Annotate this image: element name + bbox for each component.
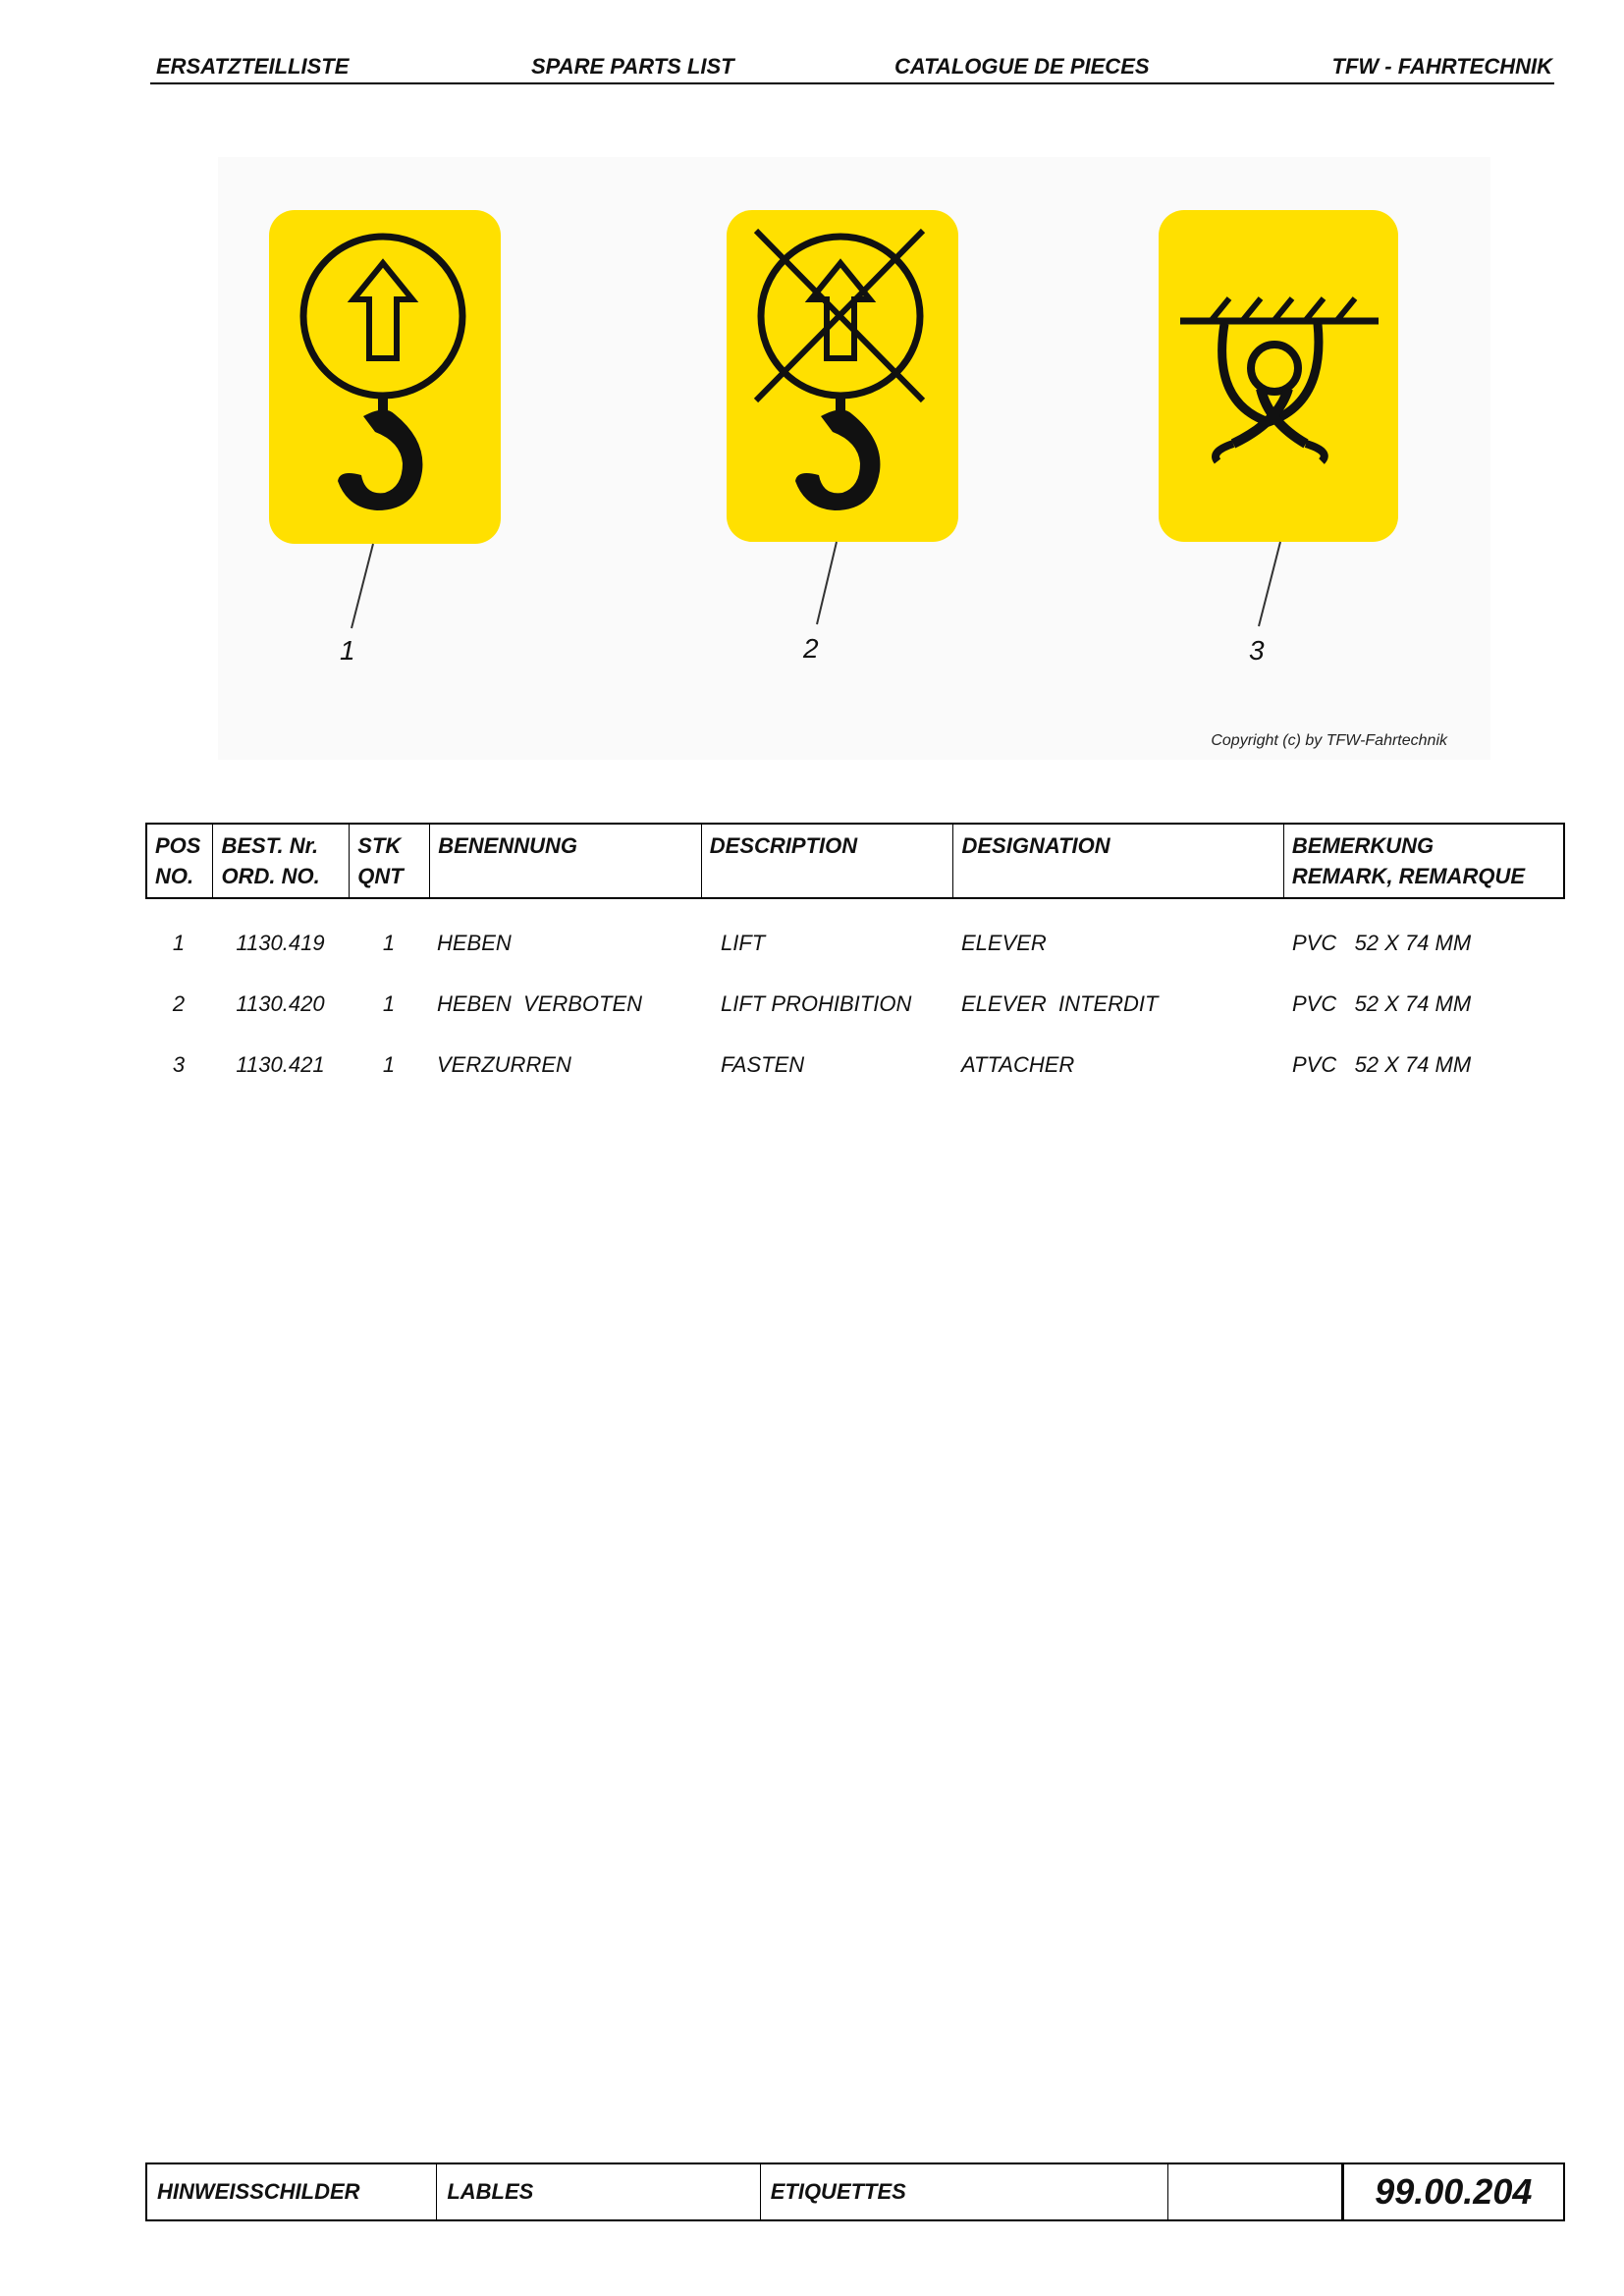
parts-table-body	[145, 913, 1565, 1095]
callout-3: 3	[1249, 635, 1265, 666]
cell-quantity: 1	[382, 991, 396, 1016]
header-title-fr: CATALOGUE DE PIECES	[894, 54, 1150, 79]
lift-hook-icon	[269, 210, 501, 544]
cell-remark: PVC 52 X 74 MM	[1292, 991, 1472, 1016]
footer-section-fr: ETIQUETTES	[760, 2163, 1167, 2220]
cell-pos: 2	[172, 991, 186, 1016]
no-lift-hook-icon	[727, 210, 958, 542]
header-brand: TFW - FAHRTECHNIK	[1331, 54, 1552, 79]
header-remark: BEMERKUNG REMARK, REMARQUE	[1283, 824, 1564, 898]
footer-section-en: LABLES	[437, 2163, 760, 2220]
cell-quantity: 1	[382, 1052, 396, 1077]
header-description: DESCRIPTION	[701, 824, 953, 898]
callout-2: 2	[803, 633, 819, 664]
cell-description: FASTEN	[721, 1052, 805, 1077]
page-header	[150, 49, 1554, 84]
cell-benennung: HEBEN	[437, 931, 512, 955]
header-order-no: BEST. Nr. ORD. NO.	[213, 824, 350, 898]
header-pos: POS NO.	[155, 833, 201, 888]
callout-1: 1	[340, 635, 355, 666]
page-footer	[145, 2163, 1565, 2221]
cell-benennung: VERZURREN	[437, 1052, 571, 1077]
header-title-de: ERSATZTEILLISTE	[156, 54, 350, 79]
cell-designation: ELEVER	[961, 931, 1047, 955]
cell-order-no: 1130.419	[236, 931, 325, 955]
copyright-notice: Copyright (c) by TFW-Fahrtechnik	[1211, 732, 1447, 749]
footer-section-de: HINWEISSCHILDER	[157, 2179, 360, 2204]
header-designation: DESIGNATION	[953, 824, 1283, 898]
header-title-en: SPARE PARTS LIST	[531, 54, 734, 79]
cell-order-no: 1130.421	[236, 1052, 325, 1077]
cell-remark: PVC 52 X 74 MM	[1292, 1052, 1472, 1077]
parts-table-header	[145, 823, 1565, 899]
cell-benennung: HEBEN VERBOTEN	[437, 991, 643, 1016]
footer-blank-cell	[1168, 2163, 1343, 2220]
cell-quantity: 1	[382, 931, 396, 955]
page-number: 99.00.204	[1342, 2163, 1564, 2220]
table-row	[145, 974, 1565, 1035]
header-benennung: BENENNUNG	[430, 824, 702, 898]
labels-illustration	[218, 157, 1490, 760]
table-row	[145, 913, 1565, 974]
cell-pos: 3	[172, 1052, 186, 1077]
cell-description: LIFT PROHIBITION	[721, 991, 912, 1016]
header-quantity: STK QNT	[350, 824, 430, 898]
cell-pos: 1	[172, 931, 186, 955]
labels-figure	[218, 157, 1490, 760]
fasten-lashing-icon	[1159, 210, 1398, 542]
cell-order-no: 1130.420	[236, 991, 325, 1016]
cell-description: LIFT	[721, 931, 766, 955]
cell-designation: ELEVER INTERDIT	[961, 991, 1159, 1016]
cell-remark: PVC 52 X 74 MM	[1292, 931, 1472, 955]
table-row	[145, 1035, 1565, 1095]
cell-designation: ATTACHER	[961, 1052, 1075, 1077]
